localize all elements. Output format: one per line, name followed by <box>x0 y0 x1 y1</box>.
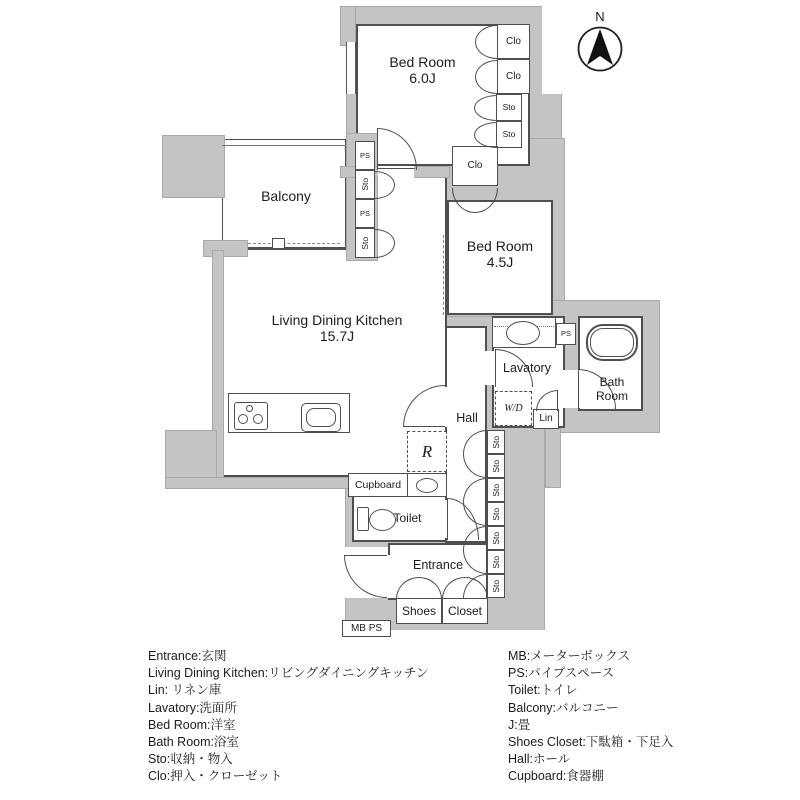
cell-ps-w1: PS <box>355 141 375 170</box>
label-toilet: Toilet <box>393 511 422 525</box>
balcony-drain-box <box>272 238 285 249</box>
legend-item: Living Dining Kitchen:リビングダイニングキッチン <box>148 666 429 681</box>
compass <box>577 26 623 72</box>
toilet-hand-basin <box>416 478 438 493</box>
legend-item: Lin: リネン庫 <box>148 683 222 698</box>
bedroom45-area: 4.5J <box>486 254 514 271</box>
wall-ldk-bottom <box>165 477 357 489</box>
label-hall: Hall <box>456 411 478 425</box>
cell-washer-dryer: W/D <box>495 391 532 426</box>
legend-item: J:畳 <box>508 717 531 732</box>
toilet-tank <box>357 507 369 531</box>
label-bedroom6 <box>350 54 495 86</box>
label-entrance: Entrance <box>412 558 464 572</box>
legend-item: Toilet:トイレ <box>508 683 578 698</box>
legend-item: MB:メーターボックス <box>508 649 631 663</box>
label-balcony: Balcony <box>261 188 311 204</box>
cell-sto-w1: Sto <box>355 170 375 199</box>
legend-item: Entrance:玄関 <box>148 649 227 663</box>
cell-sto-e2: Sto <box>487 454 505 478</box>
compass-icon <box>577 26 623 72</box>
legend-item: Hall:ホール <box>508 752 571 767</box>
label-bathroom <box>586 376 638 404</box>
bed6-door-leaf <box>377 168 415 169</box>
bedroom6-name: Bed Room <box>389 54 456 70</box>
stove-burner <box>246 405 253 412</box>
cell-sto-e1: Sto <box>487 430 505 454</box>
legend-item: Sto:収納・物入 <box>148 752 233 767</box>
cell-clo-bed45: Clo <box>452 146 498 186</box>
cell-linen: Lin <box>533 409 559 429</box>
cell-sto-ne-1: Sto <box>496 94 522 121</box>
cell-refrigerator: R <box>407 431 447 472</box>
cell-ps-lavatory: PS <box>556 323 576 345</box>
legend-item: Cupboard:食器棚 <box>508 769 604 784</box>
cell-sto-ne-2: Sto <box>496 121 522 148</box>
label-lavatory: Lavatory <box>503 361 551 375</box>
cell-shoes: Shoes <box>396 598 442 624</box>
wall-balcony-stub <box>203 240 248 257</box>
kitchen-sink-basin <box>306 408 336 427</box>
stove-burner <box>238 414 248 424</box>
legend-left <box>148 648 428 786</box>
cell-ps-w2: PS <box>355 199 375 228</box>
legend-item: Lavatory:洗面所 <box>148 700 237 715</box>
wall-bed6-top-stub <box>340 6 356 46</box>
bed45-sliding-partition <box>443 235 444 315</box>
legend-item: PS:パイプスペース <box>508 666 615 681</box>
legend-item: Bath Room:浴室 <box>148 735 240 750</box>
bathroom-line2: Room <box>595 388 628 403</box>
outside-notch-ne <box>542 6 564 94</box>
cell-mb-ps: MB PS <box>342 620 391 637</box>
cell-shoes-closet: Closet <box>442 598 488 624</box>
cell-sto-e3: Sto <box>487 478 505 502</box>
compass-n-label: N <box>595 9 605 24</box>
label-bedroom45 <box>447 238 553 270</box>
ldk-area: 15.7J <box>319 328 355 345</box>
wall-external-square <box>162 135 225 198</box>
cell-cupboard: Cupboard <box>348 473 408 497</box>
legend-item: Balcony:バルコニー <box>508 700 619 715</box>
label-ldk <box>237 312 437 344</box>
cell-clo-1: Clo <box>497 24 530 59</box>
bedroom45-name: Bed Room <box>466 238 534 254</box>
wall-east-step <box>545 428 561 488</box>
balcony-partition-dashed <box>248 243 340 244</box>
cell-sto-w2: Sto <box>355 228 375 258</box>
cell-clo-2: Clo <box>497 59 530 94</box>
legend-right <box>508 648 673 786</box>
bathtub-inner <box>590 328 634 357</box>
bathroom-line1: Bath <box>599 375 625 389</box>
ldk-name: Living Dining Kitchen <box>271 312 403 328</box>
legend-item: Shoes Closet:下駄箱・下足入 <box>508 735 674 750</box>
bedroom6-area: 6.0J <box>409 70 436 87</box>
legend-item: Bed Room:洋室 <box>148 717 236 732</box>
cell-sto-e4: Sto <box>487 502 505 526</box>
balcony-inner-line <box>222 145 346 146</box>
cell-sto-e6: Sto <box>487 550 505 574</box>
legend-item: Clo:押入・クローゼット <box>148 769 283 784</box>
cell-sto-e5: Sto <box>487 526 505 550</box>
cell-sto-e7: Sto <box>487 574 505 598</box>
stove-burner <box>253 414 263 424</box>
lavatory-sink <box>506 321 540 345</box>
